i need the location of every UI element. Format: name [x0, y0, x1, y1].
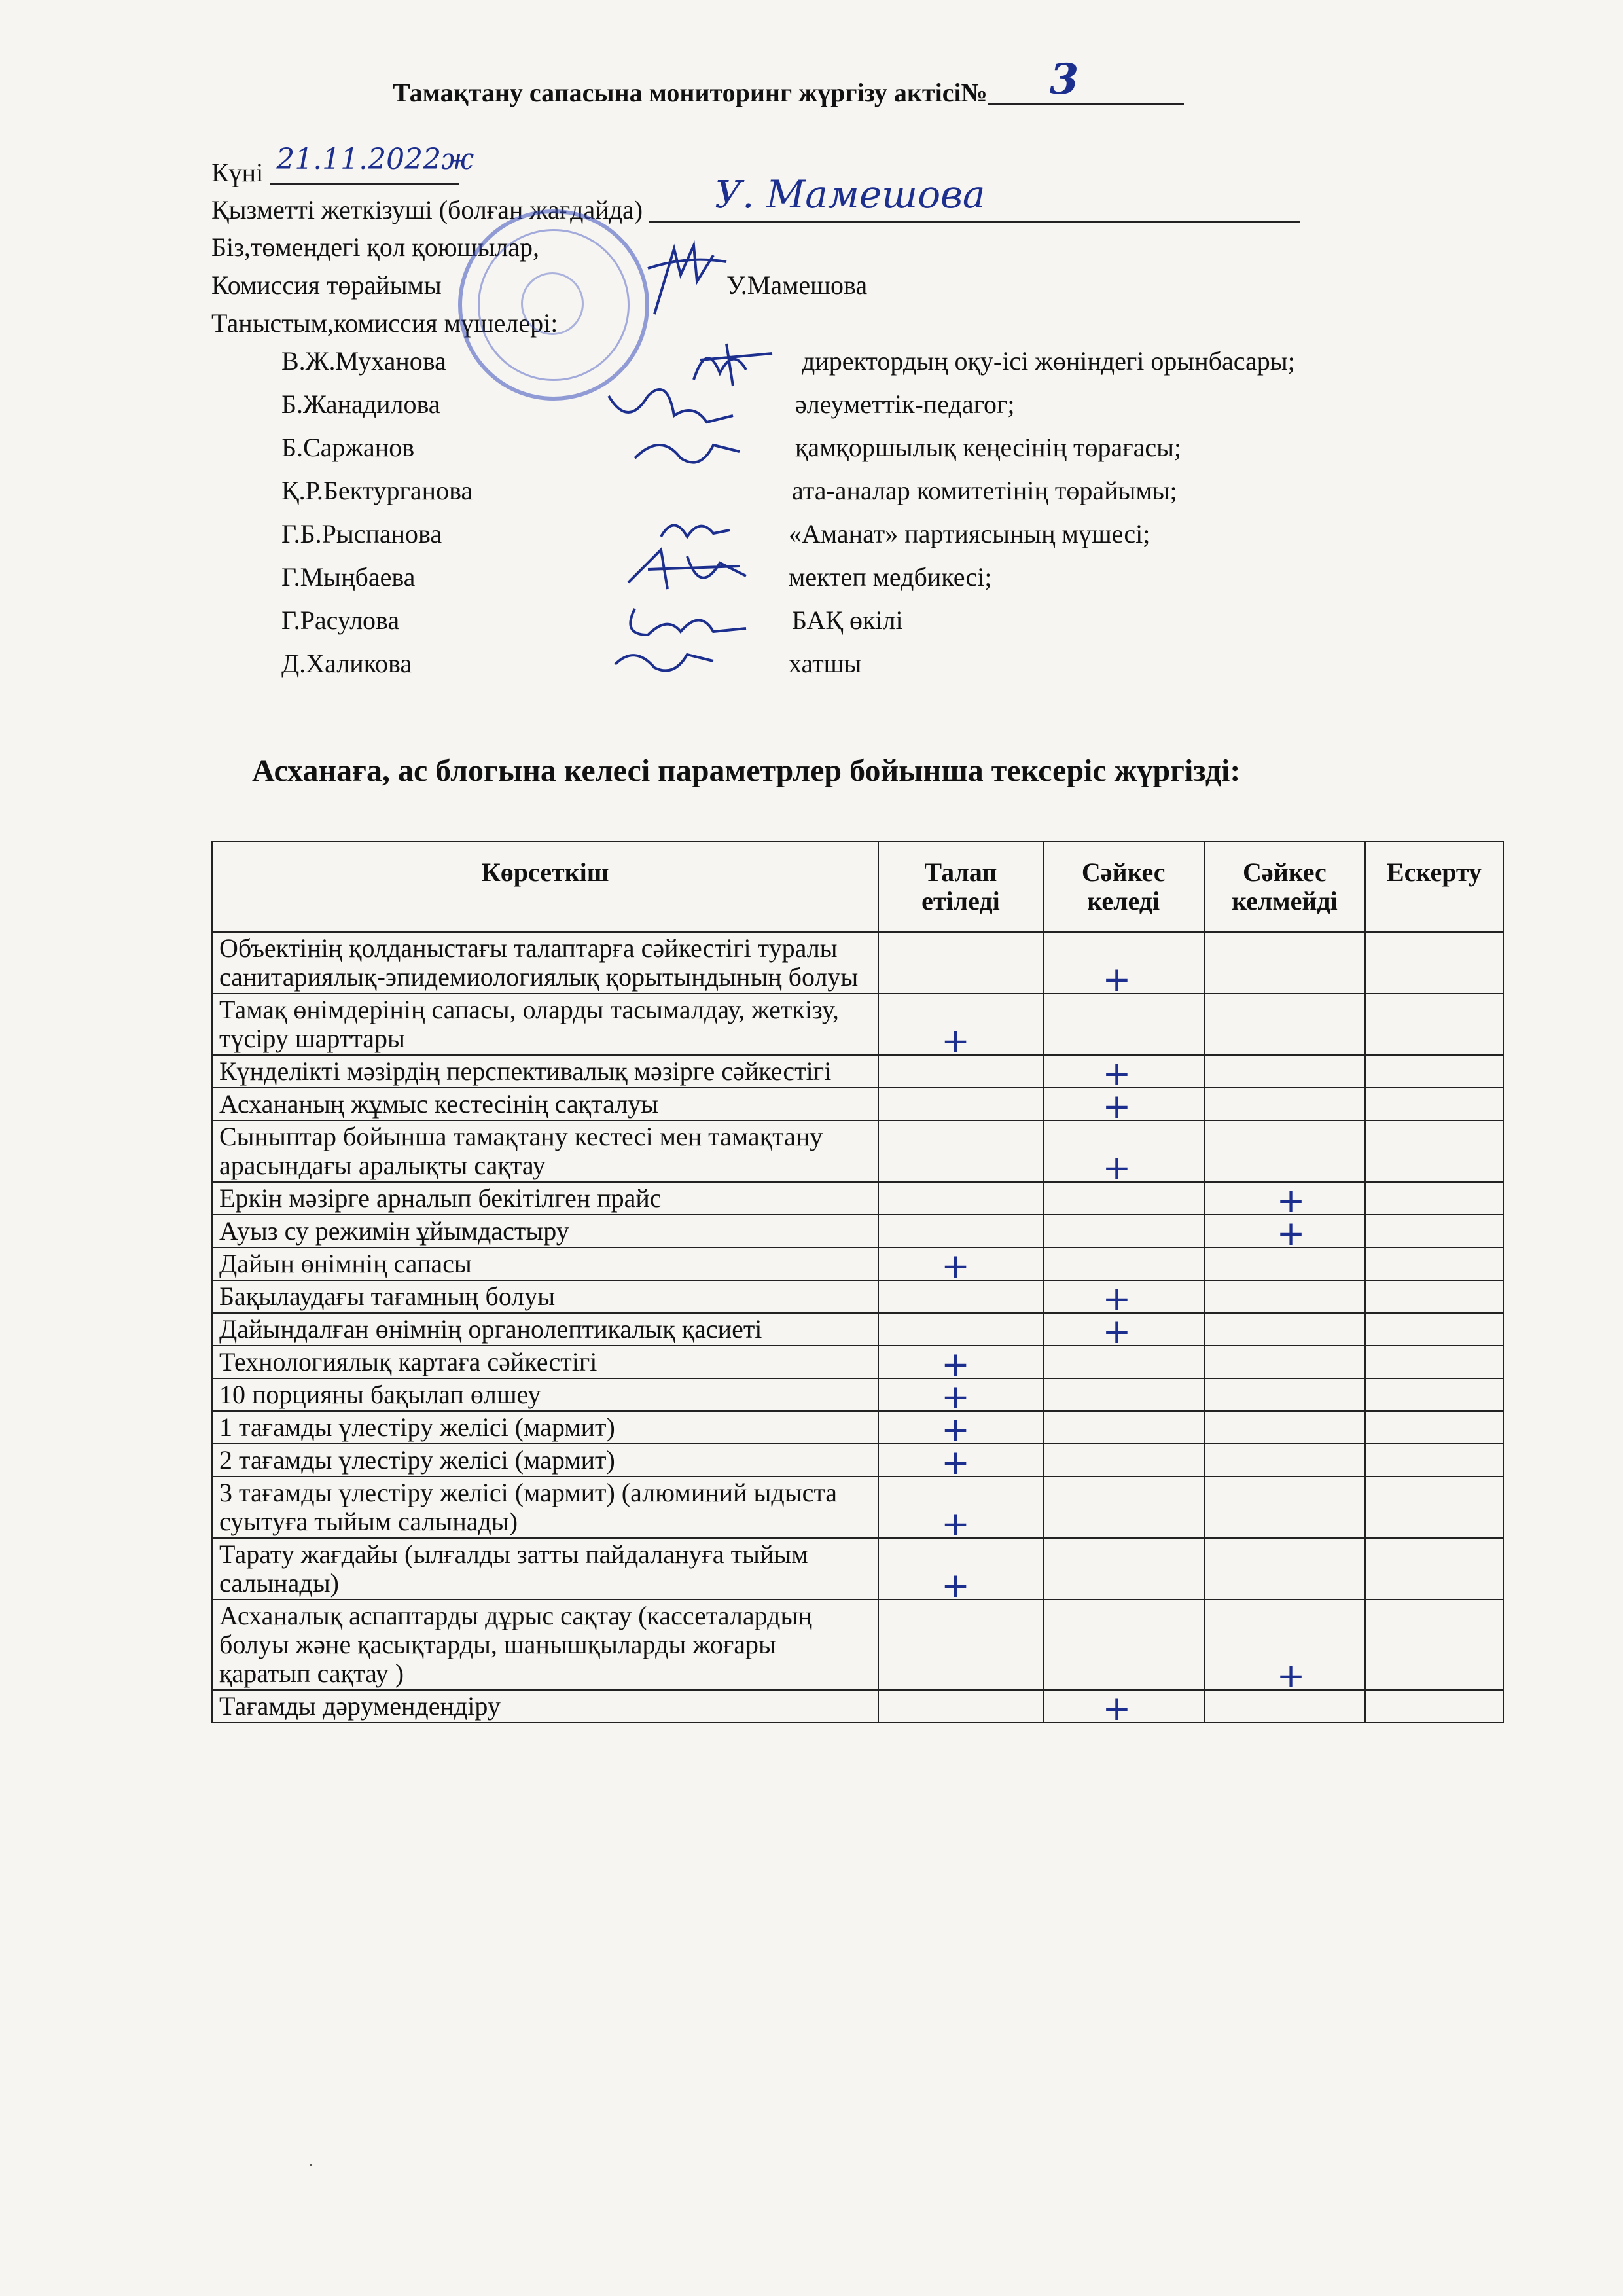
supplier-handwritten: У. Мамешова — [715, 172, 986, 217]
indicator-cell — [212, 1280, 878, 1313]
indicator-cell — [212, 1121, 878, 1182]
indicator-text: Асханалық аспаптарды дұрыс сақтау (кассеталардың болуы және қасықтарды, шанышқыларды жоғары қаратып сақтау ) — [219, 1601, 812, 1688]
required-cell — [878, 1378, 1043, 1417]
member-role: ата-аналар комитетінің төрайымы; — [792, 476, 1177, 505]
noncompliant-cell — [1204, 1444, 1365, 1477]
indicator-cell — [212, 1444, 878, 1477]
noncompliant-cell — [1204, 1181, 1365, 1221]
note-cell — [1365, 1055, 1503, 1088]
compliant-cell — [1043, 1346, 1204, 1378]
commission-members-label: Таныстым,комиссия мүшелері: — [211, 308, 558, 338]
noncompliant-cell — [1204, 1247, 1365, 1280]
handwritten-plus-mark: + — [1102, 1689, 1132, 1729]
member-role: мектеп медбикесі; — [789, 562, 992, 592]
required-cell — [878, 1215, 1043, 1247]
header-compliant: Сәйкес келеді — [1043, 842, 1204, 932]
table-body — [212, 932, 1503, 1729]
handwritten-plus-mark: + — [941, 1247, 970, 1286]
compliant-cell — [1043, 1312, 1204, 1352]
handwritten-plus-mark: + — [1102, 1280, 1132, 1319]
member-name: В.Ж.Муханова — [281, 346, 446, 376]
chair-signature — [641, 236, 733, 321]
noncompliant-cell — [1204, 932, 1365, 994]
noncompliant-cell — [1204, 1538, 1365, 1600]
table-row — [212, 1444, 1503, 1477]
required-cell — [878, 1345, 1043, 1384]
handwritten-plus-mark: + — [941, 1345, 970, 1384]
note-cell — [1365, 1182, 1503, 1215]
table-header-row — [212, 842, 1503, 932]
required-cell — [878, 1410, 1043, 1450]
document-title — [393, 55, 1184, 108]
table-row — [212, 1346, 1503, 1378]
indicator-cell — [212, 1247, 878, 1280]
indicator-text: Тамақ өнімдерінің сапасы, оларды тасымалдау, жеткізу, түсіру шарттары — [219, 995, 839, 1053]
indicator-text: 3 тағамды үлестіру желісі (мармит) (алюминий ыдыста суытуға тыйым салынады) — [219, 1478, 838, 1536]
indicator-text: Технологиялық картаға сәйкестігі — [219, 1347, 597, 1376]
member-role: директордың оқу-ісі жөніндегі орынбасары; — [802, 346, 1295, 376]
compliant-cell — [1043, 1444, 1204, 1477]
indicator-text: Ауыз су режимін ұйымдастыру — [219, 1216, 569, 1246]
required-cell — [878, 1600, 1043, 1690]
handwritten-plus-mark: + — [1102, 1149, 1132, 1188]
indicator-cell — [212, 994, 878, 1055]
member-name: Қ.Р.Бектурганова — [281, 476, 473, 505]
note-cell — [1365, 1121, 1503, 1182]
member-name: Г.Расулова — [281, 605, 400, 635]
compliant-cell — [1043, 932, 1204, 999]
table-row — [212, 1215, 1503, 1247]
compliant-cell — [1043, 1538, 1204, 1600]
member-name: Б.Жанадилова — [281, 389, 440, 419]
official-stamp — [458, 209, 649, 401]
required-cell — [878, 1280, 1043, 1313]
date-handwritten: 21.11.2022ж — [276, 143, 474, 176]
table-row — [212, 994, 1503, 1055]
indicator-text: 10 порцияны бақылап өлшеу — [219, 1380, 541, 1409]
member-role: хатшы — [789, 649, 862, 678]
indicator-text: 1 тағамды үлестіру желісі (мармит) — [219, 1412, 615, 1442]
required-cell — [878, 1690, 1043, 1723]
compliant-cell — [1043, 1087, 1204, 1126]
note-cell — [1365, 1247, 1503, 1280]
required-cell — [878, 994, 1043, 1061]
member-role: қамқоршылық кеңесінің төрағасы; — [795, 433, 1182, 462]
handwritten-plus-mark: + — [941, 1410, 970, 1450]
noncompliant-cell — [1204, 1378, 1365, 1411]
indicator-text: Күнделікті мәзірдің перспективалық мәзірге сәйкестігі — [219, 1056, 832, 1086]
indicator-cell — [212, 1313, 878, 1346]
header-note: Ескерту — [1365, 842, 1503, 932]
table-row — [212, 1182, 1503, 1215]
indicator-cell — [212, 1690, 878, 1723]
note-cell — [1365, 994, 1503, 1055]
handwritten-plus-mark: + — [1102, 1087, 1132, 1126]
indicator-text: Тағамды дәрумендендіру — [219, 1691, 501, 1721]
scan-speck: ˙ — [308, 2160, 314, 2181]
table-row — [212, 1055, 1503, 1088]
required-cell — [878, 1313, 1043, 1346]
handwritten-plus-mark: + — [941, 1443, 970, 1482]
member-name: Г.Б.Рыспанова — [281, 519, 442, 548]
note-cell — [1365, 1600, 1503, 1690]
compliant-cell — [1043, 994, 1204, 1055]
note-cell — [1365, 1346, 1503, 1378]
table-row — [212, 1477, 1503, 1538]
table-row — [212, 932, 1503, 994]
table-row — [212, 1411, 1503, 1444]
date-field — [270, 143, 474, 185]
member-role: «Аманат» партиясының мүшесі; — [789, 519, 1150, 548]
handwritten-plus-mark: + — [1102, 1312, 1132, 1352]
indicator-cell — [212, 1215, 878, 1247]
indicator-text: Бақылаудағы тағамның болуы — [219, 1282, 556, 1311]
indicator-cell — [212, 1411, 878, 1444]
noncompliant-cell — [1204, 1411, 1365, 1444]
signed-by-text: Біз,төмендегі қол қоюшылар, — [211, 232, 540, 262]
supplier-label: Қызметті жеткізуші (болған жағдайда) — [211, 195, 643, 224]
note-cell — [1365, 1444, 1503, 1477]
required-cell — [878, 1121, 1043, 1182]
commission-chair-name: У.Мамешова — [726, 270, 868, 300]
table-row — [212, 1690, 1503, 1723]
indicator-text: Тарату жағдайы (ылғалды затты пайдалануға тыйым салынады) — [219, 1539, 808, 1598]
member-signature — [609, 638, 720, 684]
section-title: Асханаға, ас блогына келесі параметрлер бойынша тексеріс жүргізді: — [252, 753, 1241, 788]
indicator-cell — [212, 1477, 878, 1538]
noncompliant-cell — [1204, 1055, 1365, 1088]
compliant-cell — [1043, 1121, 1204, 1188]
member-signature — [628, 425, 746, 478]
handwritten-plus-mark: + — [941, 1566, 970, 1605]
handwritten-plus-mark: + — [1276, 1181, 1306, 1221]
noncompliant-cell — [1204, 1346, 1365, 1378]
note-cell — [1365, 1313, 1503, 1346]
note-cell — [1365, 1690, 1503, 1723]
title-text: Тамақтану сапасына мониторинг жүргізу актісі№ — [393, 78, 988, 107]
compliant-cell — [1043, 1215, 1204, 1247]
compliant-cell — [1043, 1182, 1204, 1215]
header-indicator: Көрсеткіш — [212, 842, 878, 932]
indicator-text: Объектінің қолданыстағы талаптарға сәйкестігі туралы санитариялық-эпидемиологиялық қорытындының болуы — [219, 933, 859, 992]
handwritten-plus-mark: + — [941, 1505, 970, 1544]
note-cell — [1365, 1215, 1503, 1247]
indicator-text: Асхананың жұмыс кестесінің сақталуы — [219, 1089, 659, 1119]
indicator-cell — [212, 1378, 878, 1411]
required-cell — [878, 1443, 1043, 1482]
required-cell — [878, 1538, 1043, 1605]
note-cell — [1365, 1088, 1503, 1121]
compliant-cell — [1043, 1689, 1204, 1729]
noncompliant-cell — [1204, 1600, 1365, 1696]
handwritten-plus-mark: + — [1102, 1054, 1132, 1094]
indicator-text: Дайындалған өнімнің органолептикалық қасиеті — [219, 1314, 762, 1344]
indicator-text: 2 тағамды үлестіру желісі (мармит) — [219, 1445, 615, 1475]
note-cell — [1365, 1378, 1503, 1411]
handwritten-plus-mark: + — [941, 1022, 970, 1061]
required-cell — [878, 1477, 1043, 1544]
noncompliant-cell — [1204, 1313, 1365, 1346]
commission-chair-label: Комиссия төрайымы — [211, 270, 442, 300]
date-line — [211, 143, 474, 188]
header-required: Талап етіледі — [878, 842, 1043, 932]
handwritten-plus-mark: + — [1276, 1214, 1306, 1253]
table-row — [212, 1280, 1503, 1313]
note-cell — [1365, 1538, 1503, 1600]
compliant-cell — [1043, 1600, 1204, 1690]
noncompliant-cell — [1204, 1280, 1365, 1313]
note-cell — [1365, 1411, 1503, 1444]
handwritten-plus-mark: + — [941, 1378, 970, 1417]
noncompliant-cell — [1204, 1477, 1365, 1538]
act-number-field — [988, 55, 1184, 105]
indicator-cell — [212, 1346, 878, 1378]
table-row — [212, 1247, 1503, 1280]
compliant-cell — [1043, 1411, 1204, 1444]
table-row — [212, 1313, 1503, 1346]
table-row — [212, 1600, 1503, 1690]
member-name: Б.Саржанов — [281, 433, 415, 462]
member-signature — [622, 543, 753, 602]
member-name: Г.Мыңбаева — [281, 562, 416, 592]
noncompliant-cell — [1204, 1088, 1365, 1121]
indicator-text: Еркін мәзірге арналып бекітілген прайс — [219, 1183, 662, 1213]
note-cell — [1365, 932, 1503, 994]
required-cell — [878, 932, 1043, 994]
indicator-cell — [212, 1182, 878, 1215]
indicator-text: Дайын өнімнің сапасы — [219, 1249, 472, 1278]
member-name: Д.Халикова — [281, 649, 412, 678]
compliant-cell — [1043, 1477, 1204, 1538]
header-noncompliant: Сәйкес келмейді — [1204, 842, 1365, 932]
compliant-cell — [1043, 1247, 1204, 1280]
indicator-cell — [212, 932, 878, 994]
required-cell — [878, 1182, 1043, 1215]
noncompliant-cell — [1204, 1214, 1365, 1253]
note-cell — [1365, 1477, 1503, 1538]
indicator-cell — [212, 1538, 878, 1600]
noncompliant-cell — [1204, 994, 1365, 1055]
table-row — [212, 1088, 1503, 1121]
note-cell — [1365, 1280, 1503, 1313]
noncompliant-cell — [1204, 1690, 1365, 1723]
indicator-text: Сыныптар бойынша тамақтану кестесі мен тамақтану арасындағы аралықты сақтау — [219, 1122, 823, 1180]
inspection-table — [211, 841, 1504, 1729]
date-label: Күні — [211, 158, 264, 187]
table-row — [212, 1121, 1503, 1182]
compliant-cell — [1043, 1280, 1204, 1319]
supplier-field — [649, 172, 1300, 223]
compliant-cell — [1043, 1378, 1204, 1411]
member-role: БАҚ өкілі — [792, 605, 903, 635]
required-cell — [878, 1088, 1043, 1121]
indicator-cell — [212, 1088, 878, 1121]
member-role: әлеуметтік-педагог; — [795, 389, 1015, 419]
indicator-cell — [212, 1055, 878, 1088]
act-number-handwritten: 3 — [1049, 55, 1079, 104]
table-row — [212, 1378, 1503, 1411]
table-row — [212, 1538, 1503, 1600]
required-cell — [878, 1055, 1043, 1088]
handwritten-plus-mark: + — [1276, 1657, 1306, 1696]
handwritten-plus-mark: + — [1102, 960, 1132, 999]
indicator-cell — [212, 1600, 878, 1690]
noncompliant-cell — [1204, 1121, 1365, 1182]
required-cell — [878, 1247, 1043, 1286]
compliant-cell — [1043, 1054, 1204, 1094]
